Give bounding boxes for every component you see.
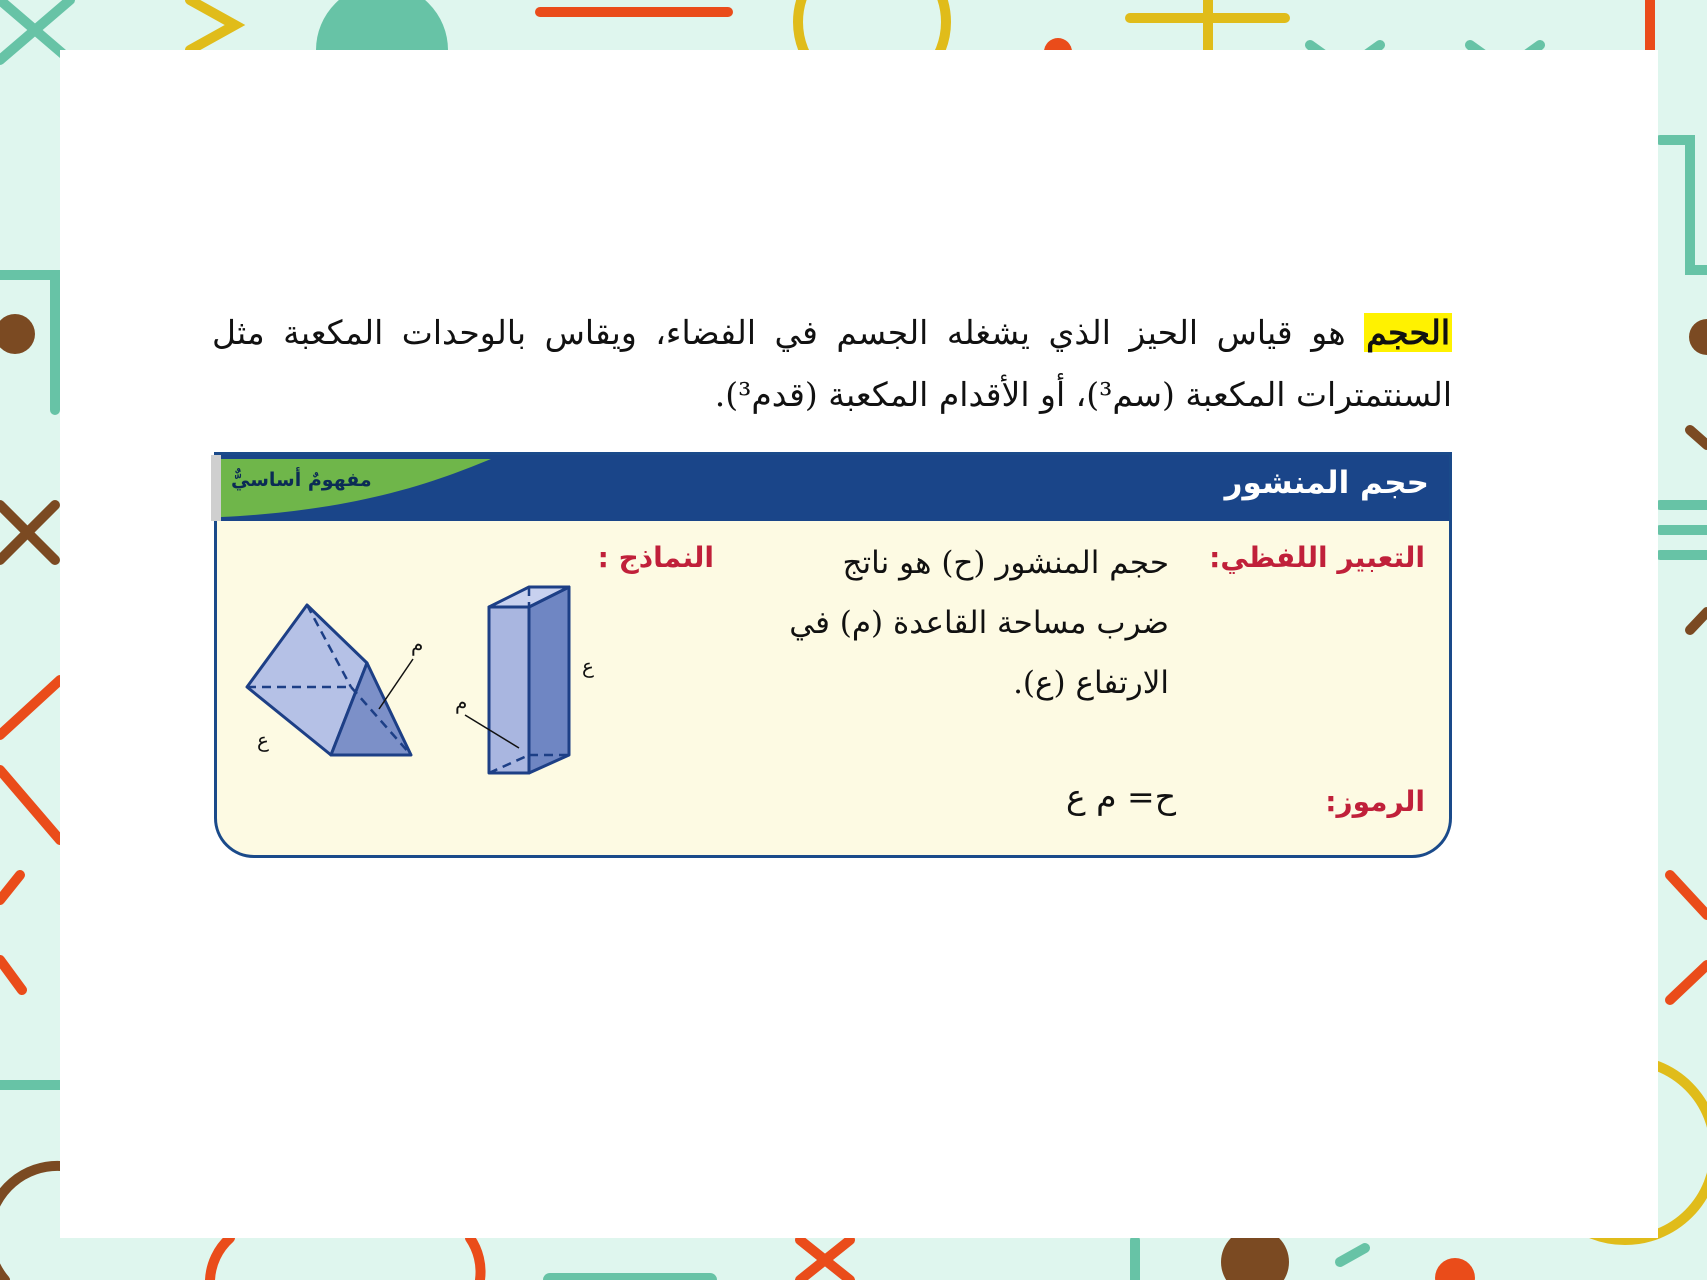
key-concept-tag: مفهومٌ أساسيٌّ bbox=[231, 469, 372, 491]
card-title: حجم المنشور bbox=[1224, 465, 1429, 501]
verbal-line-3: الارتفاع (ع). bbox=[1013, 665, 1169, 701]
triangular-prism-figure bbox=[227, 597, 447, 777]
tri-prism-height-letter: ع bbox=[257, 728, 269, 752]
models-label: النماذج : bbox=[597, 541, 714, 574]
rectangular-prism-figure bbox=[457, 583, 657, 783]
key-concept-card bbox=[214, 452, 1452, 858]
tri-prism-base-letter: م bbox=[411, 632, 424, 656]
verbal-line-2: ضرب مساحة القاعدة (م) في bbox=[789, 605, 1169, 641]
verbal-expression-label: التعبير اللفظي: bbox=[1209, 541, 1425, 574]
symbols-label: الرموز: bbox=[1325, 785, 1425, 818]
verbal-line-1: حجم المنشور (ح) هو ناتج bbox=[842, 545, 1169, 581]
volume-formula: ح= م ع bbox=[1065, 777, 1176, 816]
card-header bbox=[217, 455, 1449, 521]
intro-paragraph bbox=[212, 302, 1452, 426]
intro-definition-text: هو قياس الحيز الذي يشغله الجسم في الفضاء، ويقاس بالوحدات المكعبة مثل السنتمترات المكعبة (سم³)، أو الأقدام المكعبة (قدم³). bbox=[212, 313, 1452, 414]
rect-prism-base-letter: م bbox=[455, 690, 468, 714]
rect-prism-height-letter: ع bbox=[582, 654, 594, 678]
verbal-expression-text bbox=[749, 533, 1169, 713]
volume-term-highlight: الحجم bbox=[1366, 313, 1450, 352]
